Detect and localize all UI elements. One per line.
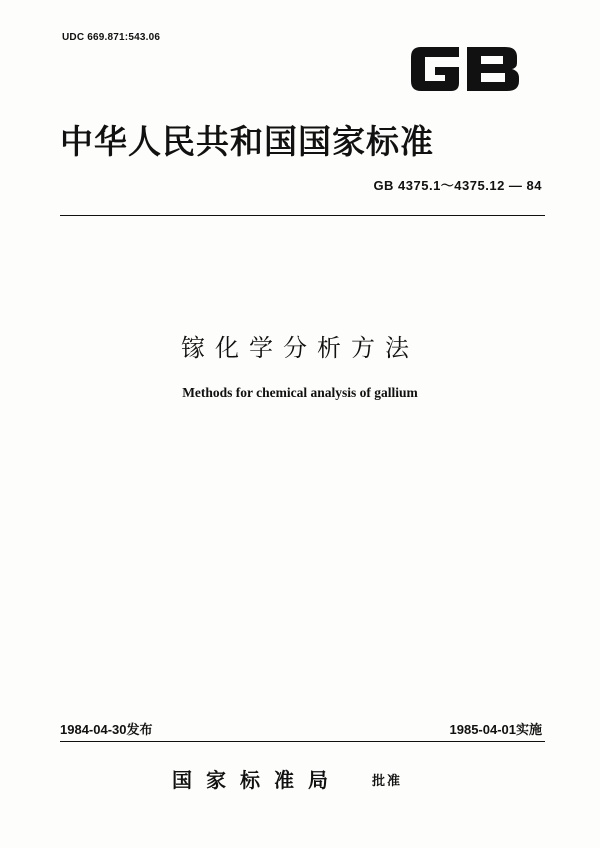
effective-date: 1985-04-01实施 bbox=[449, 722, 542, 737]
udc-code: UDC 669.871:543.06 bbox=[62, 32, 161, 43]
gb-logo-icon bbox=[407, 41, 523, 97]
national-standard-title: 中华人民共和国国家标准 bbox=[60, 122, 434, 161]
issuing-authority: 国家标准局 bbox=[172, 768, 342, 792]
approval-label: 批准 bbox=[372, 774, 403, 789]
issue-date: 1984-04-30发布 bbox=[60, 722, 153, 737]
document-title-chinese: 镓化学分析方法 bbox=[181, 334, 419, 362]
top-divider bbox=[60, 215, 545, 216]
standard-number: GB 4375.1～4375.12 — 84 bbox=[373, 178, 542, 193]
document-title-english: Methods for chemical analysis of gallium bbox=[182, 385, 418, 400]
bottom-divider bbox=[60, 741, 545, 742]
